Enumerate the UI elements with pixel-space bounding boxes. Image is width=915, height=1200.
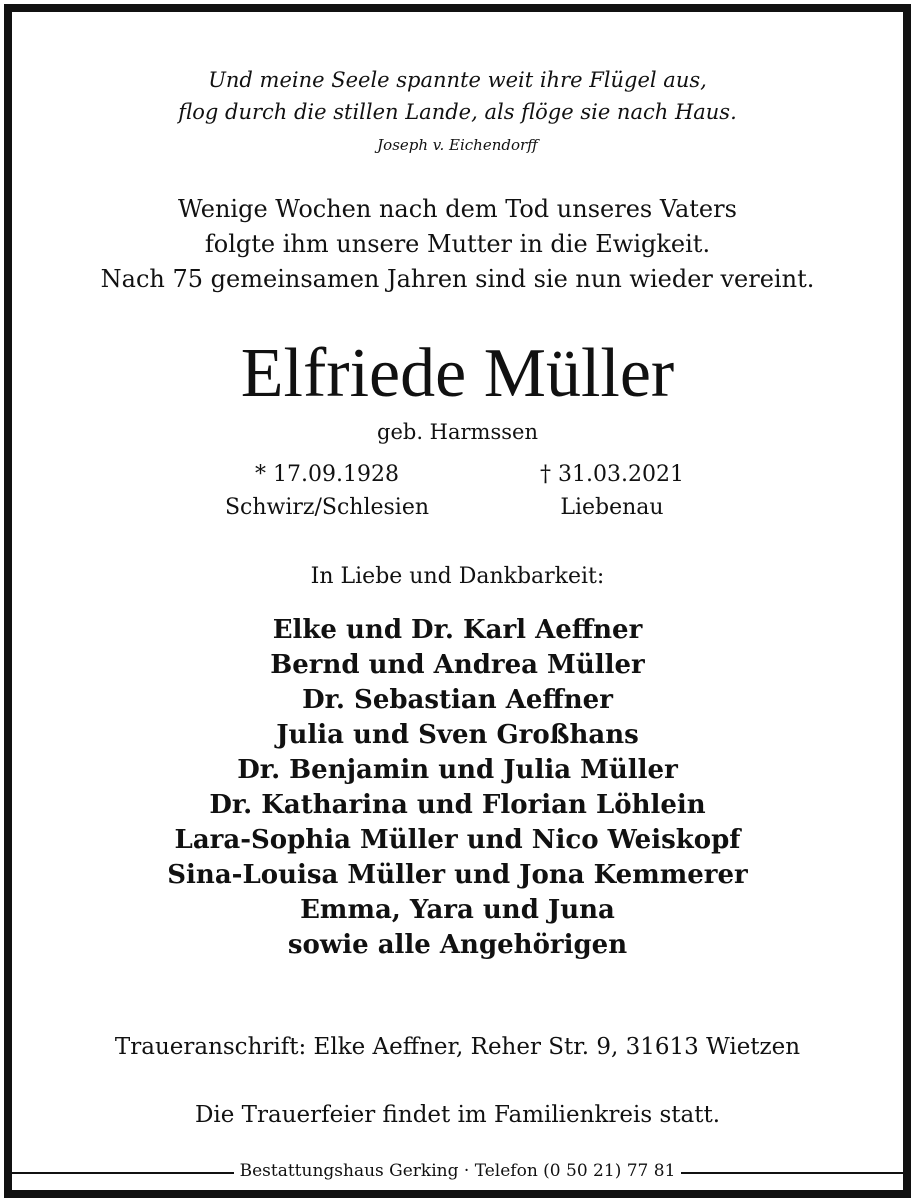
maiden-name: geb. Harmssen bbox=[377, 420, 538, 444]
mourning-address: Traueranschrift: Elke Aeffner, Reher Str. 9, 31613 Wietzen bbox=[114, 1034, 801, 1060]
intro-line: folgte ihm unsere Mutter in die Ewigkeit. bbox=[204, 230, 711, 258]
mourner-line: Dr. Benjamin und Julia Müller bbox=[237, 755, 678, 785]
mourner-line: Elke und Dr. Karl Aeffner bbox=[272, 615, 643, 645]
death-place: Liebenau bbox=[560, 495, 664, 520]
mourner-line: Sina-Louisa Müller und Jona Kemmerer bbox=[167, 860, 748, 890]
obituary-frame bbox=[4, 4, 911, 1198]
mourner-line: Bernd und Andrea Müller bbox=[270, 650, 645, 680]
birth-date: * 17.09.1928 bbox=[255, 462, 399, 487]
poem-line: Und meine Seele spannte weit ihre Flügel aus, bbox=[208, 68, 707, 92]
dedication: In Liebe und Dankbarkeit: bbox=[310, 564, 605, 589]
funeral-home-footer bbox=[12, 1161, 903, 1181]
poem-author: Joseph v. Eichendorff bbox=[377, 136, 538, 154]
mourner-line: sowie alle Angehörigen bbox=[287, 930, 628, 960]
poem-line: flog durch die stillen Lande, als flöge sie nach Haus. bbox=[178, 100, 737, 124]
mourner-line: Dr. Sebastian Aeffner bbox=[302, 685, 613, 715]
intro-line: Nach 75 gemeinsamen Jahren sind sie nun wieder vereint. bbox=[100, 265, 815, 293]
death-date: † 31.03.2021 bbox=[540, 462, 684, 487]
footer-text: Bestattungshaus Gerking · Telefon (0 50 21) 77 81 bbox=[234, 1161, 682, 1181]
ceremony-note: Die Trauerfeier findet im Familienkreis statt. bbox=[194, 1102, 721, 1128]
mourner-line: Julia und Sven Großhans bbox=[276, 720, 639, 750]
mourner-line: Dr. Katharina und Florian Löhlein bbox=[209, 790, 706, 820]
mourner-line: Lara-Sophia Müller und Nico Weiskopf bbox=[174, 825, 741, 855]
mourner-line: Emma, Yara und Juna bbox=[300, 895, 615, 925]
intro-line: Wenige Wochen nach dem Tod unseres Vaters bbox=[178, 195, 737, 223]
deceased-name: Elfriede Müller bbox=[240, 335, 675, 412]
birth-place: Schwirz/Schlesien bbox=[224, 495, 430, 520]
